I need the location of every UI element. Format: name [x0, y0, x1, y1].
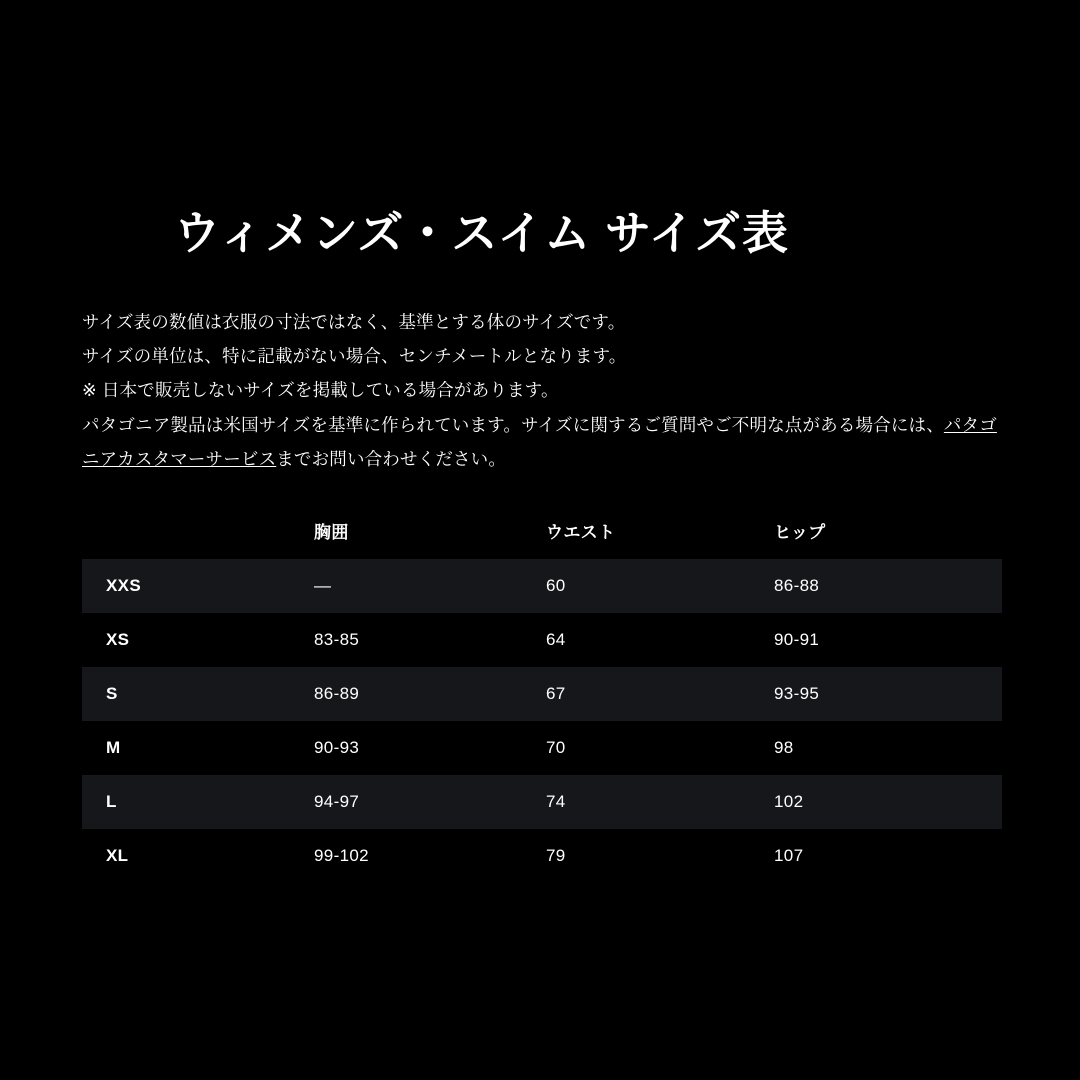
cell-waist: 74 — [546, 775, 774, 829]
notes-block — [82, 305, 1002, 476]
cell-waist: 79 — [546, 845, 566, 865]
table-row — [82, 667, 1002, 721]
table-row — [82, 775, 1002, 829]
cell-chest: 83-85 — [314, 629, 360, 649]
note-line-4 — [82, 408, 1002, 476]
table-row — [82, 559, 1002, 613]
page-title: ウィメンズ・スイム サイズ表 — [174, 207, 789, 259]
cell-waist: 64 — [546, 629, 566, 649]
cell-size: S — [82, 667, 314, 721]
cell-chest: 86-89 — [314, 667, 546, 721]
cell-hip: 98 — [774, 737, 794, 757]
column-header-size — [82, 512, 314, 559]
cell-chest: — — [314, 559, 546, 613]
cell-size: XXS — [82, 559, 314, 613]
cell-size: XS — [106, 629, 130, 649]
table-header-row — [82, 512, 1002, 559]
column-header-chest: 胸囲 — [314, 522, 349, 542]
size-table-head — [82, 512, 1002, 559]
cell-chest: 90-93 — [314, 737, 360, 757]
note-line-3: ※ 日本で販売しないサイズを掲載している場合があります。 — [82, 380, 559, 401]
cell-waist: 60 — [546, 559, 774, 613]
cell-size: XL — [106, 845, 129, 865]
cell-chest: 94-97 — [314, 775, 546, 829]
cell-hip: 90-91 — [774, 629, 820, 649]
size-table — [82, 512, 1002, 883]
column-header-waist: ウエスト — [546, 522, 616, 542]
cell-size: M — [106, 737, 121, 757]
column-header-hip: ヒップ — [774, 522, 826, 542]
cell-waist: 67 — [546, 667, 774, 721]
note-line-2: サイズの単位は、特に記載がない場合、センチメートルとなります。 — [82, 346, 627, 367]
cell-chest: 99-102 — [314, 845, 369, 865]
cell-hip: 107 — [774, 845, 804, 865]
content-container — [82, 206, 1002, 883]
customer-service-link[interactable]: パタゴニアカスタマーサービス — [82, 414, 997, 469]
note-line-1: サイズ表の数値は衣服の寸法ではなく、基準とする体のサイズです。 — [82, 312, 626, 333]
size-table-body — [82, 559, 1002, 883]
note-line-4-after: までお問い合わせください。 — [276, 448, 507, 469]
cell-hip: 102 — [774, 775, 1002, 829]
table-row — [82, 829, 1002, 883]
cell-waist: 70 — [546, 737, 566, 757]
cell-hip: 93-95 — [774, 667, 1002, 721]
table-row — [82, 613, 1002, 667]
table-row — [82, 721, 1002, 775]
cell-size: L — [82, 775, 314, 829]
note-line-4-before: パタゴニア製品は米国サイズを基準に作られています。サイズに関するご質問やご不明な点がある場合には、 — [82, 414, 944, 435]
cell-hip: 86-88 — [774, 559, 1002, 613]
